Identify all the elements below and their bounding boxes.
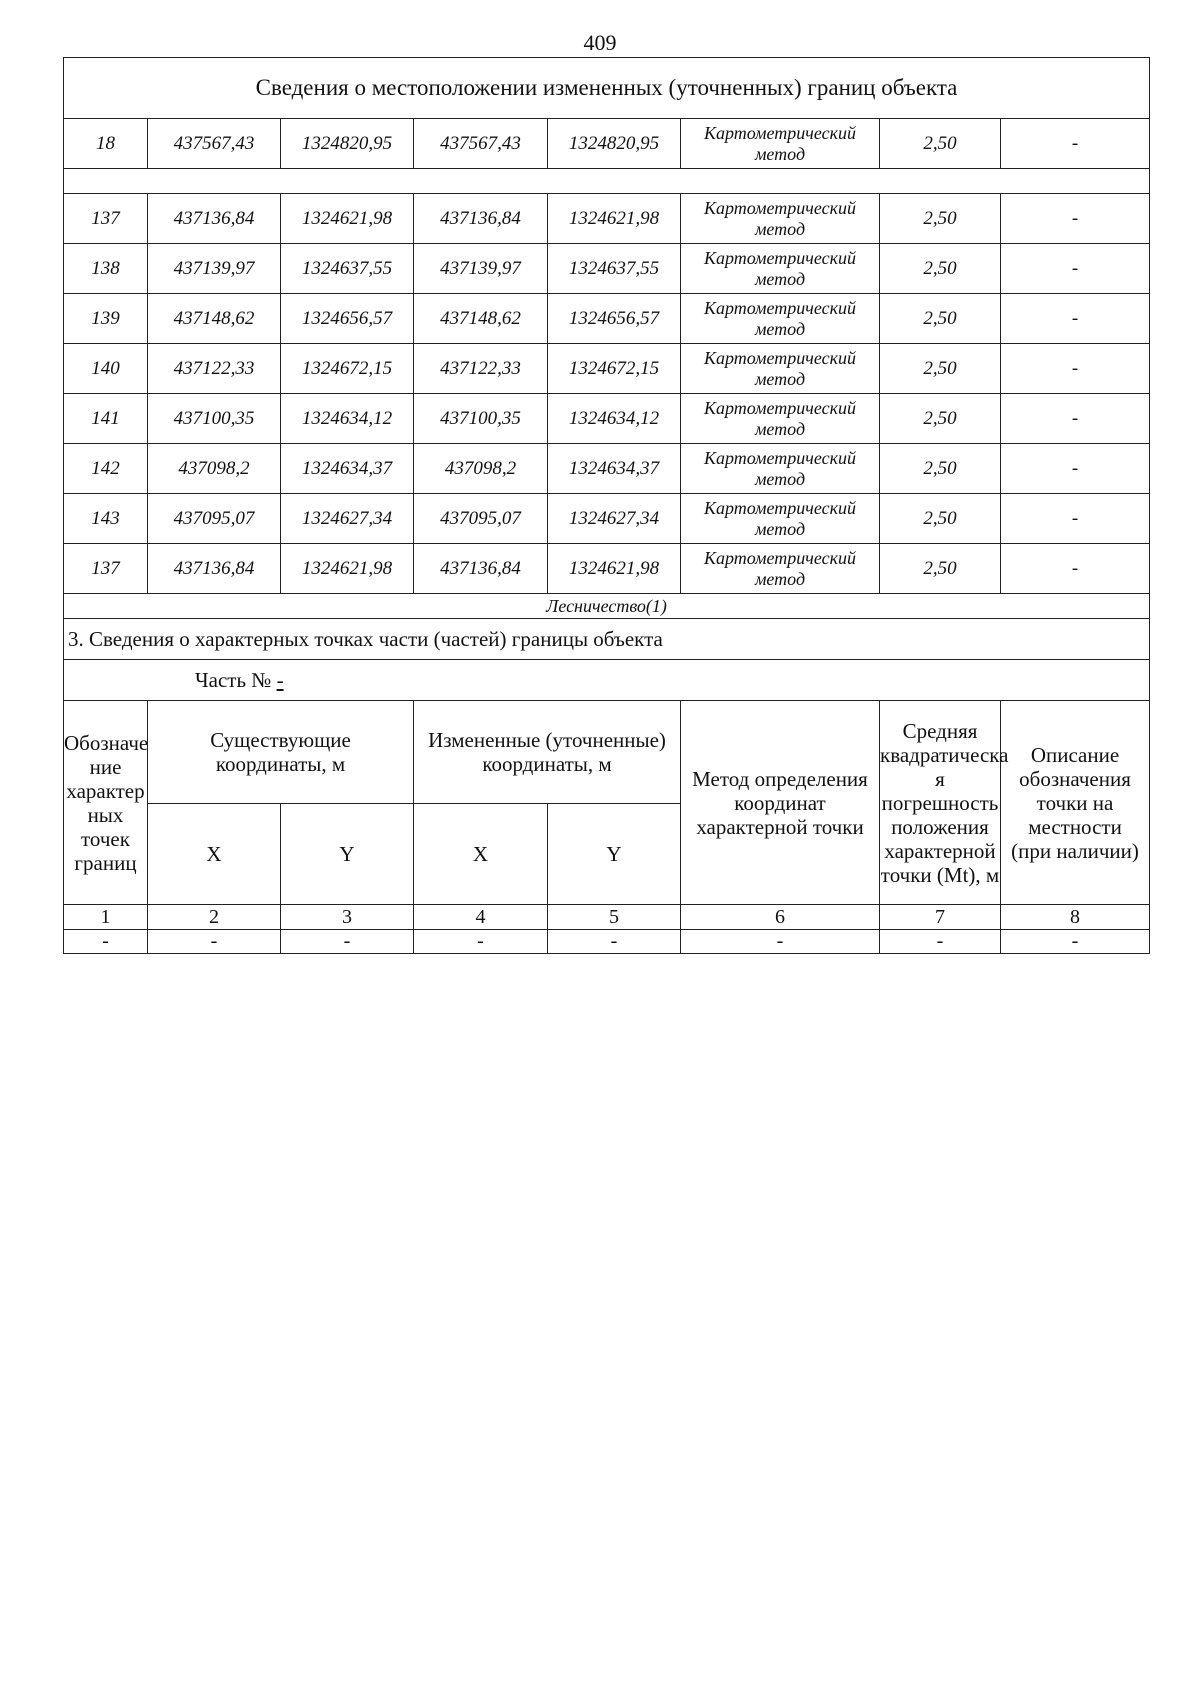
changed-x-cell: 437095,07 <box>414 494 548 544</box>
changed-y-cell: 1324621,98 <box>548 544 681 594</box>
method-line: Картометрический <box>703 122 856 143</box>
changed-y-cell: 1324634,37 <box>548 444 681 494</box>
header-existing-y: Y <box>281 804 414 905</box>
part-row <box>64 660 1150 701</box>
method-cell <box>681 294 880 344</box>
dash-cell: - <box>414 930 548 954</box>
changed-y-cell: 1324634,12 <box>548 394 681 444</box>
point-number-cell: 18 <box>64 119 148 169</box>
method-line: Картометрический <box>703 297 856 318</box>
error-value-cell: 2,50 <box>880 444 1001 494</box>
point-number-cell: 138 <box>64 244 148 294</box>
header-description: Описание обозначения точки на местности (при наличии) <box>1001 701 1150 905</box>
col-number: 5 <box>548 905 681 930</box>
existing-y-cell: 1324634,12 <box>281 394 414 444</box>
method-line: метод <box>754 418 806 439</box>
method-line: метод <box>754 568 806 589</box>
header-method: Метод определения координат характерной точки <box>681 701 880 905</box>
description-cell: - <box>1001 494 1150 544</box>
existing-x-cell: 437136,84 <box>148 194 281 244</box>
boundary-points-table <box>63 57 1150 954</box>
changed-x-cell: 437098,2 <box>414 444 548 494</box>
method-line: Картометрический <box>703 247 856 268</box>
existing-y-cell: 1324672,15 <box>281 344 414 394</box>
method-cell <box>681 344 880 394</box>
changed-x-cell: 437136,84 <box>414 194 548 244</box>
method-line: метод <box>754 218 806 239</box>
method-line: Картометрический <box>703 397 856 418</box>
point-number-cell: 140 <box>64 344 148 394</box>
description-cell: - <box>1001 394 1150 444</box>
header-changed-x: X <box>414 804 548 905</box>
method-line: Картометрический <box>703 197 856 218</box>
existing-y-cell: 1324634,37 <box>281 444 414 494</box>
existing-y-cell: 1324637,55 <box>281 244 414 294</box>
table-row <box>64 444 1150 494</box>
header-existing-x: X <box>148 804 281 905</box>
col-number: 8 <box>1001 905 1150 930</box>
empty-row <box>64 169 1150 194</box>
description-cell: - <box>1001 444 1150 494</box>
table-row <box>64 194 1150 244</box>
point-number-cell: 143 <box>64 494 148 544</box>
header-changed-y: Y <box>548 804 681 905</box>
changed-x-cell: 437136,84 <box>414 544 548 594</box>
forestry-label: Лесничество(1) <box>64 594 1150 619</box>
table-row <box>64 294 1150 344</box>
point-number-cell: 142 <box>64 444 148 494</box>
error-value-cell: 2,50 <box>880 244 1001 294</box>
dash-cell: - <box>64 930 148 954</box>
changed-y-cell: 1324656,57 <box>548 294 681 344</box>
existing-x-cell: 437136,84 <box>148 544 281 594</box>
dash-cell: - <box>548 930 681 954</box>
point-number-cell: 141 <box>64 394 148 444</box>
col-number: 7 <box>880 905 1001 930</box>
page-number: 409 <box>583 30 617 55</box>
dash-cell: - <box>148 930 281 954</box>
col-number: 3 <box>281 905 414 930</box>
table-row <box>64 494 1150 544</box>
existing-y-cell: 1324627,34 <box>281 494 414 544</box>
method-line: метод <box>754 518 806 539</box>
existing-x-cell: 437139,97 <box>148 244 281 294</box>
error-value-cell: 2,50 <box>880 494 1001 544</box>
changed-y-cell: 1324672,15 <box>548 344 681 394</box>
point-number-cell: 137 <box>64 194 148 244</box>
description-cell: - <box>1001 544 1150 594</box>
method-line: метод <box>754 318 806 339</box>
error-value-cell: 2,50 <box>880 294 1001 344</box>
existing-x-cell: 437567,43 <box>148 119 281 169</box>
description-cell: - <box>1001 194 1150 244</box>
method-cell <box>681 494 880 544</box>
existing-x-cell: 437148,62 <box>148 294 281 344</box>
existing-x-cell: 437100,35 <box>148 394 281 444</box>
method-cell <box>681 544 880 594</box>
dash-cell: - <box>1001 930 1150 954</box>
method-cell <box>681 194 880 244</box>
point-number-cell: 139 <box>64 294 148 344</box>
section3-title: 3. Сведения о характерных точках части (частей) границы объекта <box>64 619 1150 660</box>
part-value: - <box>276 667 284 692</box>
method-line: метод <box>754 368 806 389</box>
description-cell: - <box>1001 119 1150 169</box>
changed-x-cell: 437100,35 <box>414 394 548 444</box>
method-cell <box>681 244 880 294</box>
error-value-cell: 2,50 <box>880 544 1001 594</box>
col-number: 2 <box>148 905 281 930</box>
error-value-cell: 2,50 <box>880 344 1001 394</box>
header-error: Средняя квадратическа я погрешность положения характерной точки (Mt), м <box>880 701 1001 905</box>
table-row <box>64 119 1150 169</box>
col-number: 6 <box>681 905 880 930</box>
header-existing-coords: Существующие координаты, м <box>148 701 414 804</box>
part-label: Часть № <box>195 667 272 692</box>
description-cell: - <box>1001 244 1150 294</box>
existing-x-cell: 437095,07 <box>148 494 281 544</box>
table-title: Сведения о местоположении измененных (уточненных) границ объекта <box>64 58 1150 119</box>
description-cell: - <box>1001 344 1150 394</box>
method-cell <box>681 119 880 169</box>
table-row <box>64 244 1150 294</box>
changed-y-cell: 1324637,55 <box>548 244 681 294</box>
col-number: 1 <box>64 905 148 930</box>
changed-x-cell: 437567,43 <box>414 119 548 169</box>
table-row <box>64 544 1150 594</box>
existing-y-cell: 1324621,98 <box>281 544 414 594</box>
dash-cell: - <box>681 930 880 954</box>
method-line: Картометрический <box>703 547 856 568</box>
error-value-cell: 2,50 <box>880 194 1001 244</box>
col-number: 4 <box>414 905 548 930</box>
existing-x-cell: 437122,33 <box>148 344 281 394</box>
changed-y-cell: 1324621,98 <box>548 194 681 244</box>
empty-cell <box>64 169 1150 194</box>
method-line: метод <box>754 143 806 164</box>
existing-y-cell: 1324656,57 <box>281 294 414 344</box>
error-value-cell: 2,50 <box>880 394 1001 444</box>
existing-y-cell: 1324621,98 <box>281 194 414 244</box>
existing-y-cell: 1324820,95 <box>281 119 414 169</box>
header-changed-coords: Измененные (уточненные) координаты, м <box>414 701 681 804</box>
dash-cell: - <box>880 930 1001 954</box>
method-line: Картометрический <box>703 447 856 468</box>
changed-x-cell: 437122,33 <box>414 344 548 394</box>
header-point-designation: Обозначе ние характер ных точек границ <box>64 701 148 905</box>
existing-x-cell: 437098,2 <box>148 444 281 494</box>
method-line: Картометрический <box>703 497 856 518</box>
table-row <box>64 394 1150 444</box>
point-number-cell: 137 <box>64 544 148 594</box>
method-line: метод <box>754 268 806 289</box>
method-line: Картометрический <box>703 347 856 368</box>
dash-cell: - <box>281 930 414 954</box>
table-row <box>64 344 1150 394</box>
changed-x-cell: 437148,62 <box>414 294 548 344</box>
changed-y-cell: 1324627,34 <box>548 494 681 544</box>
method-line: метод <box>754 468 806 489</box>
method-cell <box>681 444 880 494</box>
method-cell <box>681 394 880 444</box>
changed-y-cell: 1324820,95 <box>548 119 681 169</box>
changed-x-cell: 437139,97 <box>414 244 548 294</box>
error-value-cell: 2,50 <box>880 119 1001 169</box>
description-cell: - <box>1001 294 1150 344</box>
